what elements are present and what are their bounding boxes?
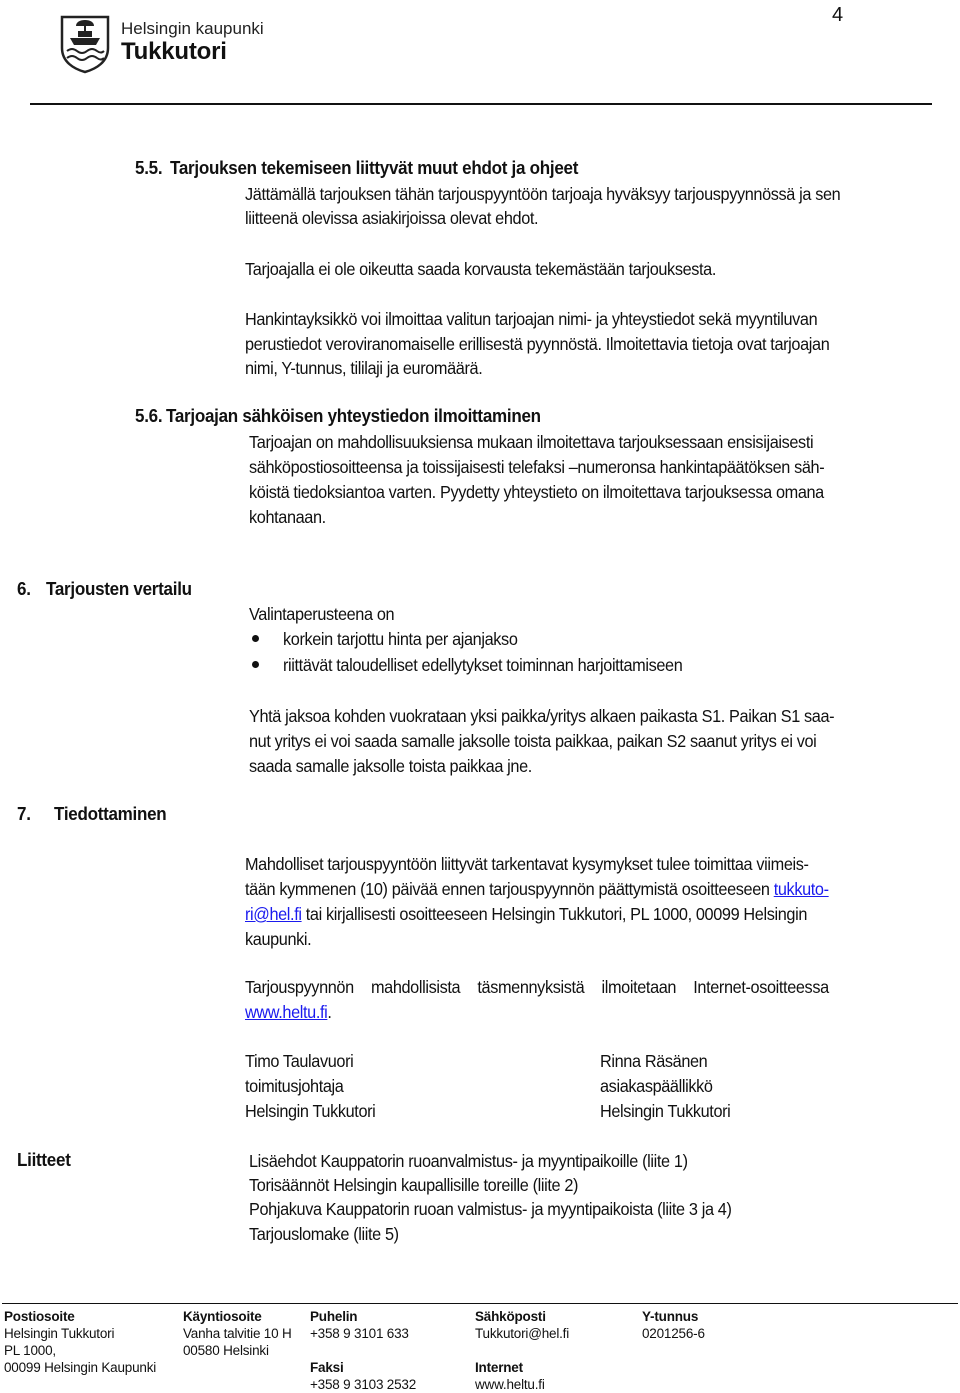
footer-phone-number: +358 9 3101 633 bbox=[310, 1326, 409, 1341]
section-7-p2-period: . bbox=[327, 1002, 332, 1022]
signature-1-name: Timo Taulavuori bbox=[245, 1051, 354, 1071]
section-6-number: 6. bbox=[17, 578, 31, 599]
section-7-p1-line3 bbox=[245, 902, 807, 927]
section-5-5-p3-line2: perustiedot veroviranomaiselle erillisestä pyynnöstä. Ilmoitettavia tietoja ovat tarjoajan bbox=[245, 334, 830, 354]
footer-postal-label: Postiosoite bbox=[4, 1309, 75, 1324]
footer-rule bbox=[2, 1303, 958, 1304]
footer-postal bbox=[4, 1308, 156, 1376]
header-rule bbox=[30, 103, 932, 105]
attachment-item-4: Tarjouslomake (liite 5) bbox=[249, 1224, 399, 1244]
header-city-name: Helsingin kaupunki bbox=[121, 19, 264, 38]
section-5-6-line4: kohtanaan. bbox=[249, 507, 326, 527]
section-7-p1-line1: Mahdolliset tarjouspyyntöön liittyvät tarkentavat kysymykset tulee toimittaa viimeis- bbox=[245, 854, 809, 874]
section-6-intro: Valintaperusteena on bbox=[249, 604, 395, 624]
section-6-bullet-1: korkein tarjottu hinta per ajanjakso bbox=[283, 629, 518, 649]
section-5-6-line2: sähköpostiosoitteensa ja toissijaisesti telefaksi –numeronsa hankintapäätöksen säh- bbox=[249, 457, 825, 477]
footer-phone-label: Puhelin bbox=[310, 1309, 358, 1324]
email-link-part2[interactable]: ri@hel.fi bbox=[245, 904, 302, 924]
attachment-item-2: Torisäännöt Helsingin kaupallisille toreille (liite 2) bbox=[249, 1175, 579, 1195]
section-5-5-p1-line2: liitteenä olevissa asiakirjoissa olevat ehdot. bbox=[245, 208, 539, 228]
footer-ytunnus-label: Y-tunnus bbox=[642, 1309, 699, 1324]
web-link[interactable]: www.heltu.fi bbox=[245, 1002, 328, 1022]
header-organization-name: Tukkutori bbox=[121, 38, 227, 65]
section-7-p1-line3-text: tai kirjallisesti osoitteeseen Helsingin Tukkutori, PL 1000, 00099 Helsingin bbox=[301, 904, 808, 924]
section-5-5-number: 5.5. bbox=[135, 157, 163, 178]
section-5-6-line3: köistä tiedoksiantoa varten. Pyydetty yhteystieto on ilmoitettava tarjouksessa omana bbox=[249, 482, 824, 502]
footer-ytunnus-value: 0201256-6 bbox=[642, 1326, 705, 1341]
section-6-p-line1: Yhtä jaksoa kohden vuokrataan yksi paikka/yritys alkaen paikasta S1. Paikan S1 saa- bbox=[249, 706, 835, 726]
section-7-p2-line1: Tarjouspyynnön mahdollisista täsmennyksistä ilmoitetaan Internet-osoitteessa bbox=[245, 977, 829, 997]
footer-visit bbox=[183, 1308, 292, 1359]
footer-email-label: Sähköposti bbox=[475, 1309, 546, 1324]
section-7-p1-line2-text: tään kymmenen (10) päivää ennen tarjouspyynnön päättymistä osoitteeseen bbox=[245, 879, 774, 899]
attachment-item-3: Pohjakuva Kauppatorin ruoan valmistus- ja myyntipaikoista (liite 3 ja 4) bbox=[249, 1199, 732, 1219]
section-5-5-p3-line1: Hankintayksikkö voi ilmoittaa valitun tarjoajan nimi- ja yhteystiedot sekä myyntiluvan bbox=[245, 309, 818, 329]
signature-2-name: Rinna Räsänen bbox=[600, 1051, 708, 1071]
email-link-part1[interactable]: tukkuto- bbox=[773, 879, 829, 899]
section-5-5-p2: Tarjoajalla ei ole oikeutta saada korvausta tekemästään tarjouksesta. bbox=[245, 259, 717, 279]
signature-1-org: Helsingin Tukkutori bbox=[245, 1101, 376, 1121]
footer-fax-number: +358 9 3103 2532 bbox=[310, 1377, 417, 1392]
bullet-icon bbox=[252, 635, 259, 642]
footer-email-address: Tukkutori@hel.fi bbox=[475, 1326, 570, 1341]
section-6-title: Tarjousten vertailu bbox=[46, 578, 192, 599]
attachments-label: Liitteet bbox=[17, 1149, 71, 1170]
page-number: 4 bbox=[832, 4, 844, 26]
section-5-5-p1-line1: Jättämällä tarjouksen tähän tarjouspyyntöön tarjoaja hyväksyy tarjouspyynnössä ja sen bbox=[245, 184, 841, 204]
footer-postal-line3: 00099 Helsingin Kaupunki bbox=[4, 1360, 157, 1375]
attachment-item-1: Lisäehdot Kauppatorin ruoanvalmistus- ja myyntipaikoille (liite 1) bbox=[249, 1151, 688, 1171]
footer-visit-line2: 00580 Helsinki bbox=[183, 1343, 269, 1358]
section-6-p-line2: nut yritys ei voi saada samalle jaksolle toista paikkaa, paikan S2 saanut yritys ei voi bbox=[249, 731, 817, 751]
footer-phone bbox=[310, 1308, 416, 1393]
footer-postal-line2: PL 1000, bbox=[4, 1343, 56, 1358]
section-5-5-p3-line3: nimi, Y-tunnus, tililaji ja euromäärä. bbox=[245, 358, 483, 378]
section-5-6-number: 5.6. bbox=[135, 405, 163, 426]
helsinki-crest-logo bbox=[58, 14, 112, 74]
section-7-title: Tiedottaminen bbox=[54, 803, 167, 824]
footer-blank bbox=[310, 1342, 416, 1359]
section-5-5-title: Tarjouksen tekemiseen liittyvät muut ehdot ja ohjeet bbox=[170, 157, 579, 178]
signature-1-role: toimitusjohtaja bbox=[245, 1076, 344, 1096]
section-5-6-line1: Tarjoajan on mahdollisuuksiensa mukaan ilmoitettava tarjouksessaan ensisijaisesti bbox=[249, 432, 814, 452]
footer-visit-label: Käyntiosoite bbox=[183, 1309, 262, 1324]
section-7-p2-line2 bbox=[245, 1000, 332, 1025]
section-6-bullet-2: riittävät taloudelliset edellytykset toiminnan harjoittamiseen bbox=[283, 655, 683, 675]
footer-web-address: www.heltu.fi bbox=[475, 1377, 545, 1392]
section-7-number: 7. bbox=[17, 803, 31, 824]
footer-fax-label: Faksi bbox=[310, 1360, 344, 1375]
footer-visit-line1: Vanha talvitie 10 H bbox=[183, 1326, 292, 1341]
bullet-icon bbox=[252, 661, 259, 668]
footer-web-label: Internet bbox=[475, 1360, 523, 1375]
footer-ytunnus bbox=[642, 1308, 705, 1342]
section-6-p-line3: saada samalle jaksolle toista paikkaa jne. bbox=[249, 756, 532, 776]
footer-postal-line1: Helsingin Tukkutori bbox=[4, 1326, 115, 1341]
footer-email bbox=[475, 1308, 569, 1393]
footer-blank bbox=[475, 1342, 569, 1359]
section-5-6-title: Tarjoajan sähköisen yhteystiedon ilmoittaminen bbox=[166, 405, 541, 426]
section-7-p1-line4: kaupunki. bbox=[245, 929, 312, 949]
signature-2-role: asiakaspäällikkö bbox=[600, 1076, 713, 1096]
signature-2-org: Helsingin Tukkutori bbox=[600, 1101, 731, 1121]
section-7-p1-line2 bbox=[245, 877, 829, 902]
